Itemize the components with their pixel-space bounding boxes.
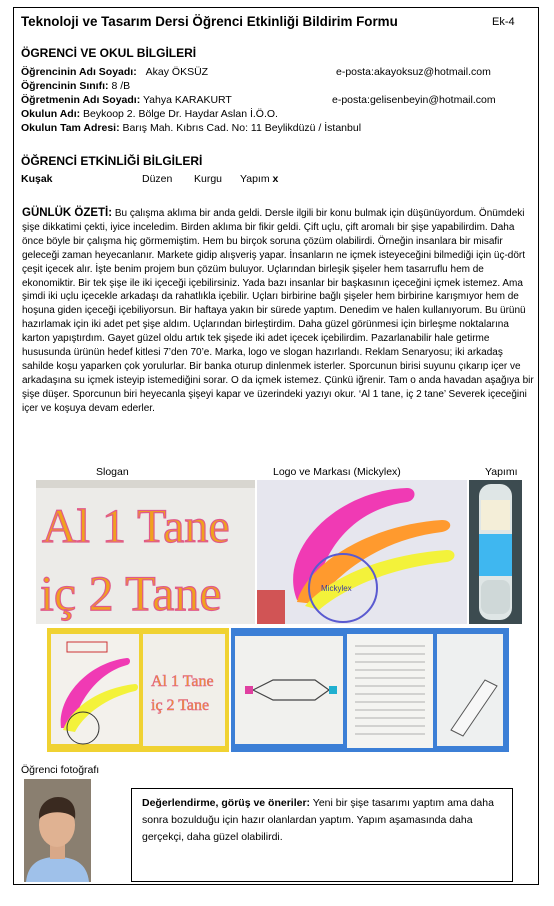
student-email: akayoksuz@hotmail.com bbox=[373, 66, 491, 78]
class-row bbox=[21, 80, 130, 92]
level-label: Kuşak bbox=[21, 173, 53, 185]
class-value: 8 /B bbox=[111, 80, 131, 92]
level-option-yapim bbox=[240, 173, 278, 185]
school-row bbox=[21, 108, 278, 120]
level-selected-mark: x bbox=[272, 173, 279, 185]
address: Barış Mah. Kıbrıs Cad. No: 11 Beylikdüzü / İstanbul bbox=[122, 122, 362, 134]
assessment-label: Değerlendirme, görüş ve öneriler: bbox=[142, 797, 311, 809]
daily-summary bbox=[22, 207, 534, 416]
level-option-kurgu: Kurgu bbox=[194, 173, 223, 185]
slogan-line-2: iç 2 Tane bbox=[40, 565, 222, 621]
product-caption: Yapımı bbox=[485, 466, 518, 478]
teacher-label: Öğretmenin Adı Soyadı: bbox=[21, 94, 141, 106]
svg-text:Al 1 Tane: Al 1 Tane bbox=[151, 673, 214, 690]
slogan-drawing bbox=[36, 480, 255, 624]
student-name: Akay ÖKSÜZ bbox=[145, 66, 209, 78]
level-option-duzen: Düzen bbox=[142, 173, 173, 185]
class-label: Öğrencinin Sınıfı: bbox=[21, 80, 109, 92]
address-label: Okulun Tam Adresi: bbox=[21, 122, 120, 134]
school-label: Okulun Adı: bbox=[21, 108, 81, 120]
summary-label: GÜNLÜK ÖZETİ: bbox=[22, 207, 113, 219]
svg-text:iç 2 Tane: iç 2 Tane bbox=[151, 697, 210, 714]
school-name: Beykoop 2. Bölge Dr. Haydar Aslan İ.Ö.O. bbox=[83, 108, 278, 120]
slogan-photo bbox=[36, 480, 255, 624]
teacher-row bbox=[21, 94, 232, 106]
activity-section-heading: ÖĞRENCİ ETKİNLİĞİ BİLGİLERİ bbox=[21, 154, 203, 168]
teacher-email-label: e-posta: bbox=[332, 94, 370, 106]
board-photo-2 bbox=[231, 628, 509, 752]
board-drawing-1 bbox=[47, 628, 229, 752]
student-name-label: Öğrencinin Adı Soyadı: bbox=[21, 66, 137, 78]
board-photo-1 bbox=[47, 628, 229, 752]
bottle-drawing bbox=[469, 480, 522, 624]
student-email-label: e-posta: bbox=[336, 66, 374, 78]
student-photo-caption: Öğrenci fotoğrafı bbox=[21, 764, 100, 776]
student-photo bbox=[24, 779, 91, 882]
summary-text: Bu çalışma aklıma bir anda geldi. Dersle ilgili bir konu bulmak için düşünüyordum. Önümdeki şişe dikkatimi çekti, iyice inceledim. Birden aklıma bir fikir geldi. Çift uçlu, çift aromalı bir şişe yapabilirdim. Daha önce böyle bir çalışma hiç görmemiştim. Hem bu birçok soruna çözüm olabilirdi. Örneğin insanlara bir misafir geleceği zaman heyecanlanır. Markete gidip alışveriş yapar. İnsanların ne içmek isteyeceğini bilmediği için üç-dört çeşit içecek alır. İşte benim projem bun çözüm buluyor. Uçlarından birleşik şişeler hem tasarruflu hem de ekonomiktir. Bir tek şişe ile iki içeceği içebilirsiniz. Yada bazı insanlar bir başkasının içeceğini içmek istemez. Ama şimdi iki uçlu içecekle arkadaşı da rahatlıkla içebilir. Uçları birbirine bağlı şişeler hem birbirine karışmıyor hem de hoşuna giden içeceği içebiliyorsun. Bir haftaya yakın bir sürede yaptım. Denedim ve halen kullanıyorum. Bu ürünü hazırlamak için iki adet pet şişe aldım. Uçlarından birleştirdim. Daha güzel görünmesi için birleşme noktalarına karton yapıştırdım. Gayet güzel oldu artık tek şişede iki adet içecek içebilirdim. Pazarlanabilir hale getirme hususunda ürünün hedef kitlesi 7’den 70’e. Marka, logo ve slogan hazırlandı. Reklam Senaryosu; iki arkadaş sahilde koşu yaparken çok yorulurlar. Bir banka oturup dinlenmek isterler. Sporcunun birisi suyunu çıkarıp içer ve arkadaşına su içmek isteyip istemediğini sorar. O da içmek istemez. Çünkü iğrenir. Tam o anda havadan aşağıya bir şişe düşer. Sporcunun biri heyecanla şişeyi kapar ve üzerindeki yazıyı okur. ‘Al 1 tane, iç 2 tane’ Severek içeceğini içer ve koşuya devam ederler. bbox=[22, 208, 534, 414]
student-portrait bbox=[24, 779, 91, 882]
teacher-email-row bbox=[332, 94, 496, 106]
student-email-row bbox=[336, 66, 491, 78]
level-option-yapim-label: Yapım bbox=[240, 173, 270, 185]
address-row bbox=[21, 122, 361, 134]
teacher-name: Yahya KARAKURT bbox=[142, 94, 232, 106]
bottle-photo bbox=[469, 480, 522, 624]
student-name-row bbox=[21, 66, 208, 78]
logo-brand-text: Mickylex bbox=[321, 584, 352, 593]
teacher-email: gelisenbeyin@hotmail.com bbox=[369, 94, 496, 106]
form-title: Teknoloji ve Tasarım Dersi Öğrenci Etkinliği Bildirim Formu bbox=[21, 14, 398, 29]
slogan-line-1: Al 1 Tane bbox=[42, 500, 230, 553]
logo-caption: Logo ve Markası (Mickylex) bbox=[273, 466, 401, 478]
board-drawing-2 bbox=[231, 628, 509, 752]
assessment-box bbox=[131, 788, 513, 882]
assessment-text: Yeni bir şişe tasarımı yaptım ama daha sonra bozulduğu için hazır olanlardan yaptım. Yapım aşamasında daha gerçekçi, daha güzel olabilirdi. bbox=[142, 797, 494, 843]
report-form bbox=[13, 7, 539, 885]
logo-drawing bbox=[257, 480, 467, 624]
slogan-caption: Slogan bbox=[96, 466, 129, 478]
school-section-heading: ÖGRENCİ VE OKUL BİLGİLERİ bbox=[21, 46, 197, 60]
bottle-label bbox=[479, 534, 512, 576]
logo-photo bbox=[257, 480, 467, 624]
form-code: Ek-4 bbox=[492, 16, 515, 28]
